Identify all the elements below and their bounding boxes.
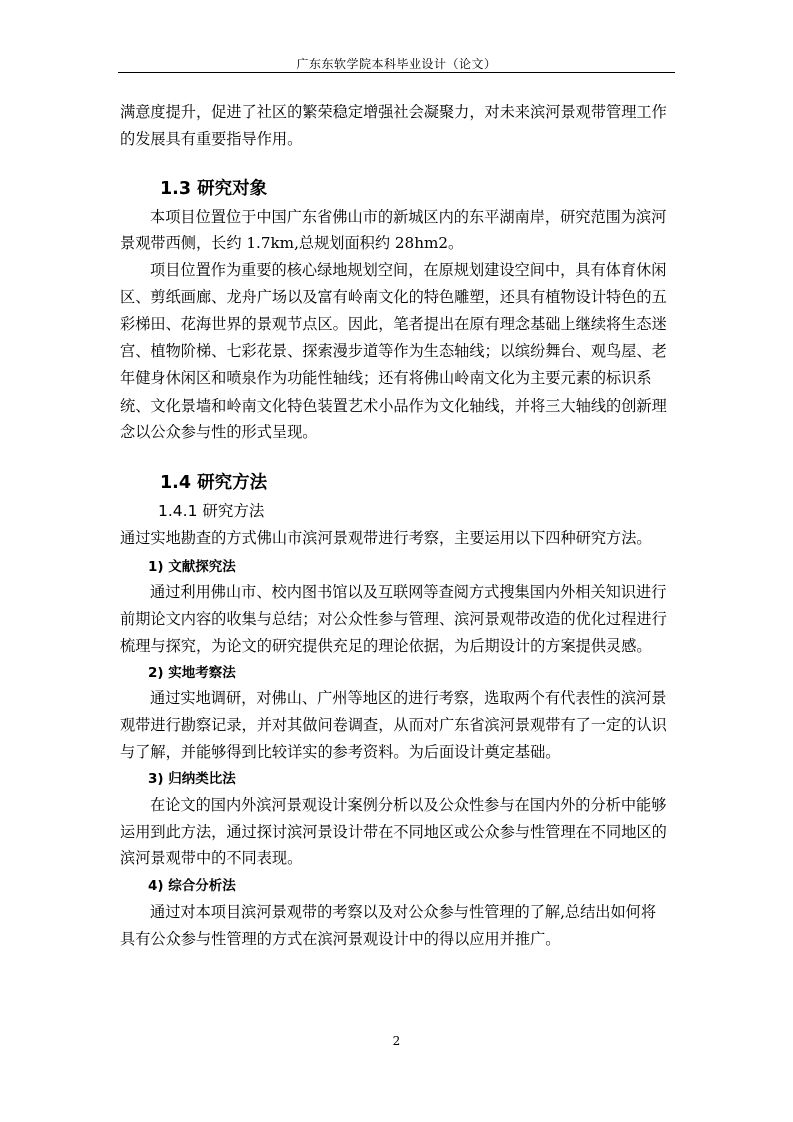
text-line: 满意度提升，促进了社区的繁荣稳定增强社会凝聚力，对未来滨河景观带管理工作: [120, 103, 667, 121]
header-title: 广东东软学院本科毕业设计（论文）: [296, 57, 497, 71]
text-line: 的发展具有重要指导作用。: [120, 130, 303, 148]
text-line: 通过实地调研，对佛山、广州等地区的进行考察，选取两个有代表性的滨河景: [150, 689, 667, 707]
method-heading: 4) 综合分析法: [148, 878, 236, 894]
method-heading: 3) 归纳类比法: [148, 771, 236, 787]
text-line: 景观带西侧，长约 1.7km,总规划面积约 28hm2。: [120, 234, 464, 252]
text-line: 观带进行勘察记录，并对其做问卷调查，从而对广东省滨河景观带有了一定的认识: [120, 716, 667, 734]
section-heading: 1.4 研究方法: [160, 473, 268, 493]
text-line: 项目位置作为重要的核心绿地规划空间，在原规划建设空间中，具有体育休闲: [150, 261, 667, 279]
method-heading: 2) 实地考察法: [148, 665, 236, 681]
text-line: 区、剪纸画廊、龙舟广场以及富有岭南文化的特色雕塑，还具有植物设计特色的五: [120, 288, 667, 306]
text-line: 与了解，并能够得到比较详实的参考资料。为后面设计奠定基础。: [120, 743, 561, 761]
text-line: 念以公众参与性的形式呈现。: [120, 423, 318, 441]
text-line: 具有公众参与性管理的方式在滨河景观设计中的得以应用并推广。: [120, 930, 561, 948]
text-line: 通过利用佛山市、校内图书馆以及互联网等查阅方式搜集国内外相关知识进行: [150, 583, 667, 601]
section-heading: 1.3 研究对象: [160, 179, 268, 199]
text-line: 本项目位置位于中国广东省佛山市的新城区内的东平湖南岸，研究范围为滨河: [150, 208, 667, 226]
text-line: 通过对本项目滨河景观带的考察以及对公众参与性管理的了解,总结出如何将: [150, 903, 657, 921]
method-heading: 1) 文献探究法: [148, 559, 236, 575]
text-line: 通过实地勘查的方式佛山市滨河景观带进行考察，主要运用以下四种研究方法。: [120, 529, 652, 547]
page-number: 2: [392, 1034, 401, 1048]
text-line: 在论文的国内外滨河景观设计案例分析以及公众性参与在国内外的分析中能够: [150, 796, 667, 814]
text-line: 滨河景观带中的不同表现。: [120, 849, 303, 867]
text-line: 梳理与探究，为论文的研究提供充足的理论依据，为后期设计的方案提供灵感。: [120, 637, 652, 655]
text-line: 前期论文内容的收集与总结；对公众性参与管理、滨河景观带改造的优化过程进行: [120, 610, 667, 628]
text-line: 年健身休闲区和喷泉作为功能性轴线；还有将佛山岭南文化为主要元素的标识系: [120, 369, 652, 387]
text-line: 运用到此方法，通过探讨滨河景设计带在不同地区或公众参与性管理在不同地区的: [120, 823, 667, 841]
header-divider: [118, 72, 675, 73]
subsection-heading: 1.4.1 研究方法: [158, 502, 265, 520]
text-line: 宫、植物阶梯、七彩花景、探索漫步道等作为生态轴线；以缤纷舞台、观鸟屋、老: [120, 342, 667, 360]
text-line: 彩梯田、花海世界的景观节点区。因此，笔者提出在原有理念基础上继续将生态迷: [120, 315, 667, 333]
text-line: 统、文化景墙和岭南文化特色装置艺术小品作为文化轴线，并将三大轴线的创新理: [120, 397, 667, 415]
